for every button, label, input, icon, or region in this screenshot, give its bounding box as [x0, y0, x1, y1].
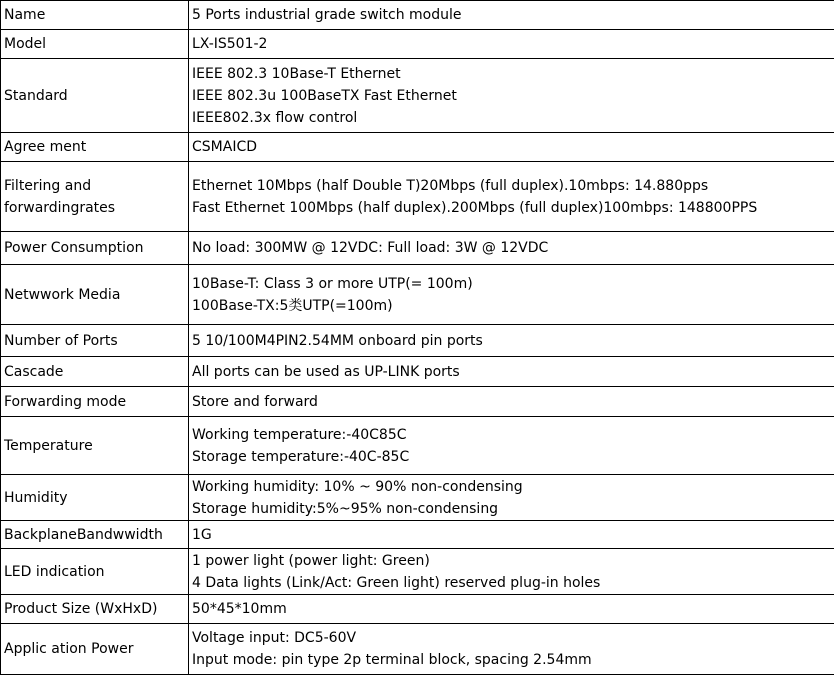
label-cell: Humidity	[1, 475, 189, 521]
label-cell: Agree ment	[1, 133, 189, 162]
label-cell: BackplaneBandwwidth	[1, 521, 189, 549]
label-cell: Number of Ports	[1, 325, 189, 357]
row-agreement	[1, 133, 834, 162]
value-cell: All ports can be used as UP-LINK ports	[189, 357, 834, 387]
label-cell: Temperature	[1, 417, 189, 475]
value-cell: Ethernet 10Mbps (half Double T)20Mbps (full duplex).10mbps: 14.880pps Fast Ethernet 100Mbps (half duplex).200Mbps (full duplex)100mbps: 148800PPS	[189, 162, 834, 232]
label-cell: Cascade	[1, 357, 189, 387]
label-cell: Filtering and forwardingrates	[1, 162, 189, 232]
value-cell: No load: 300MW @ 12VDC: Full load: 3W @ 12VDC	[189, 232, 834, 265]
row-application-power	[1, 624, 834, 675]
label-cell: Applic ation Power	[1, 624, 189, 675]
row-cascade	[1, 357, 834, 387]
value-cell: 1G	[189, 521, 834, 549]
row-filtering-rates	[1, 162, 834, 232]
value-cell: 5 10/100M4PIN2.54MM onboard pin ports	[189, 325, 834, 357]
value-cell: Store and forward	[189, 387, 834, 417]
value-cell: Voltage input: DC5-60V Input mode: pin type 2p terminal block, spacing 2.54mm	[189, 624, 834, 675]
row-led-indication	[1, 549, 834, 595]
value-cell: Working humidity: 10% ~ 90% non-condensing Storage humidity:5%~95% non-condensing	[189, 475, 834, 521]
row-humidity	[1, 475, 834, 521]
value-cell: 50*45*10mm	[189, 595, 834, 624]
value-cell: 1 power light (power light: Green) 4 Data lights (Link/Act: Green light) reserved plug-in holes	[189, 549, 834, 595]
row-number-of-ports	[1, 325, 834, 357]
value-cell: CSMAICD	[189, 133, 834, 162]
value-cell: 10Base-T: Class 3 or more UTP(= 100m) 100Base-TX:5类UTP(=100m)	[189, 265, 834, 325]
label-cell: Name	[1, 1, 189, 30]
label-cell: LED indication	[1, 549, 189, 595]
label-cell: Product Size (WxHxD)	[1, 595, 189, 624]
row-backplane-bandwidth	[1, 521, 834, 549]
row-model	[1, 30, 834, 59]
row-power-consumption	[1, 232, 834, 265]
label-cell: Forwarding mode	[1, 387, 189, 417]
row-product-size	[1, 595, 834, 624]
row-name	[1, 1, 834, 30]
value-cell: LX-IS501-2	[189, 30, 834, 59]
row-temperature	[1, 417, 834, 475]
row-forwarding-mode	[1, 387, 834, 417]
row-network-media	[1, 265, 834, 325]
label-cell: Power Consumption	[1, 232, 189, 265]
value-cell: Working temperature:-40C85C Storage temperature:-40C-85C	[189, 417, 834, 475]
label-cell: Netwwork Media	[1, 265, 189, 325]
value-cell: IEEE 802.3 10Base-T Ethernet IEEE 802.3u 100BaseTX Fast Ethernet IEEE802.3x flow control	[189, 59, 834, 133]
label-cell: Standard	[1, 59, 189, 133]
row-standard	[1, 59, 834, 133]
value-cell: 5 Ports industrial grade switch module	[189, 1, 834, 30]
label-cell: Model	[1, 30, 189, 59]
